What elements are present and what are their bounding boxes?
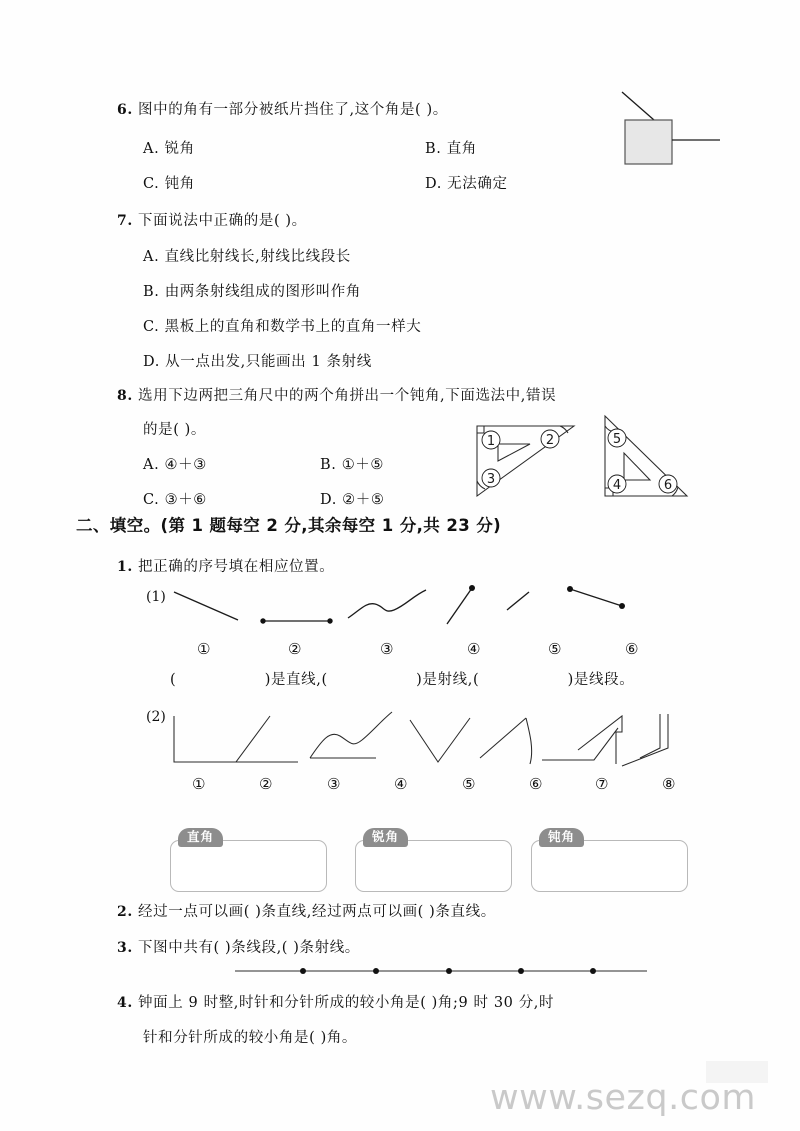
- option-label: B.: [320, 457, 337, 473]
- question-6-number: 6.: [117, 102, 133, 118]
- option-label: D.: [320, 492, 337, 508]
- answer-box-tab-acute-angle: 锐角: [363, 828, 408, 847]
- answer-box-obtuse-angle[interactable]: [531, 840, 688, 892]
- fill-1-part2-figures: [170, 706, 660, 772]
- figure-label-4: ④: [467, 640, 481, 658]
- figure-label-1: ①: [197, 640, 211, 658]
- fill-2-number: 2.: [117, 904, 133, 920]
- question-7-option-b[interactable]: [143, 280, 361, 301]
- question-8-text-1: 选用下边两把三角尺中的两个角拼出一个钝角,下面选法中,错误: [138, 388, 557, 404]
- question-6-option-c[interactable]: [143, 172, 195, 193]
- answer-box-right-angle[interactable]: [170, 840, 327, 892]
- option-label: A.: [143, 249, 160, 265]
- answer-blank-2-suffix: )是射线,(: [416, 672, 480, 688]
- svg-text:6: 6: [663, 478, 673, 493]
- option-text: ④＋③: [164, 457, 207, 473]
- fill-4-stem-line-1: [117, 991, 554, 1012]
- svg-text:4: 4: [612, 478, 622, 493]
- option-text: 由两条射线组成的图形叫作角: [164, 284, 361, 300]
- fill-1-part2-label: (2): [146, 709, 166, 725]
- option-label: C.: [143, 176, 160, 192]
- option-text: 直角: [446, 141, 477, 157]
- figure-label-5: ⑤: [462, 775, 476, 793]
- fill-1-text: 把正确的序号填在相应位置。: [138, 559, 335, 575]
- fill-3-figure-number-line: [231, 960, 651, 982]
- answer-blank-3-suffix: )是线段。: [567, 672, 635, 688]
- section-2-heading: 二、填空。(第 1 题每空 2 分,其余每空 1 分,共 23 分): [76, 516, 502, 535]
- question-6-text: 图中的角有一部分被纸片挡住了,这个角是( )。: [138, 102, 448, 118]
- fill-4-text-2: 针和分针所成的较小角是( )角。: [143, 1030, 358, 1046]
- question-7-text: 下面说法中正确的是( )。: [138, 213, 307, 229]
- fill-1-number: 1.: [117, 559, 133, 575]
- question-7-number: 7.: [117, 213, 133, 229]
- option-text: 钝角: [164, 176, 195, 192]
- figure-label-3: ③: [380, 640, 394, 658]
- answer-box-tab-obtuse-angle: 钝角: [539, 828, 584, 847]
- option-label: A.: [143, 141, 160, 157]
- option-label: D.: [425, 176, 442, 192]
- site-watermark: www.sezq.com: [490, 1078, 757, 1118]
- option-label: B.: [425, 141, 442, 157]
- fill-1-part1-label: (1): [146, 589, 166, 605]
- fill-4-number: 4.: [117, 995, 133, 1011]
- fill-3-text: 下图中共有( )条线段,( )条射线。: [138, 940, 360, 956]
- svg-text:3: 3: [486, 472, 496, 487]
- question-8-stem-line-2: [143, 418, 206, 439]
- fill-3-stem: [117, 936, 360, 957]
- question-6-option-b[interactable]: [425, 137, 477, 158]
- option-text: 直线比射线长,射线比线段长: [164, 249, 351, 265]
- set-square-left: [477, 426, 574, 496]
- figure-label-7: ⑦: [595, 775, 609, 793]
- option-label: C.: [143, 319, 160, 335]
- figure-label-2: ②: [288, 640, 302, 658]
- figure-label-6: ⑥: [625, 640, 639, 658]
- fill-1-stem: [117, 555, 334, 576]
- question-7-stem: [117, 209, 307, 230]
- answer-blank-1-suffix: )是直线,(: [264, 672, 328, 688]
- option-text: 锐角: [164, 141, 195, 157]
- question-6-stem: [117, 98, 448, 119]
- question-8-option-b[interactable]: [320, 453, 384, 474]
- fill-4-stem-line-2: [143, 1026, 357, 1047]
- figure-label-4: ④: [394, 775, 408, 793]
- fill-2-stem: [117, 900, 496, 921]
- question-8-figure-set-squares: [472, 408, 697, 500]
- fill-2-text: 经过一点可以画( )条直线,经过两点可以画( )条直线。: [138, 904, 496, 920]
- figure-label-2: ②: [259, 775, 273, 793]
- question-7-option-a[interactable]: [143, 245, 351, 266]
- figure-label-8: ⑧: [662, 775, 676, 793]
- option-text: 从一点出发,只能画出 1 条射线: [165, 354, 372, 370]
- answer-blank-1-prefix: (: [170, 672, 177, 688]
- question-6-figure: [620, 86, 800, 172]
- question-8-text-2: 的是( )。: [143, 422, 207, 438]
- svg-text:1: 1: [486, 434, 496, 449]
- question-8-option-c[interactable]: [143, 488, 207, 509]
- set-square-right: [605, 416, 687, 496]
- question-8-option-a[interactable]: [143, 453, 207, 474]
- question-7-option-c[interactable]: [143, 315, 421, 336]
- figure-label-3: ③: [327, 775, 341, 793]
- question-7-option-d[interactable]: [143, 350, 372, 371]
- option-text: 黑板上的直角和数学书上的直角一样大: [164, 319, 422, 335]
- figure-label-6: ⑥: [529, 775, 543, 793]
- option-label: A.: [143, 457, 160, 473]
- figure-label-5: ⑤: [548, 640, 562, 658]
- figure-label-1: ①: [192, 775, 206, 793]
- question-8-option-d[interactable]: [320, 488, 384, 509]
- question-8-number: 8.: [117, 388, 133, 404]
- question-8-stem-line-1: [117, 384, 556, 405]
- svg-text:2: 2: [545, 433, 555, 448]
- option-text: 无法确定: [447, 176, 508, 192]
- option-label: D.: [143, 354, 160, 370]
- question-6-option-d[interactable]: [425, 172, 508, 193]
- fill-1-part2-figure-8: [590, 706, 700, 772]
- fill-3-number: 3.: [117, 940, 133, 956]
- option-text: ②＋⑤: [342, 492, 385, 508]
- option-label: B.: [143, 284, 160, 300]
- option-text: ③＋⑥: [164, 492, 207, 508]
- option-text: ①＋⑤: [341, 457, 384, 473]
- answer-box-acute-angle[interactable]: [355, 840, 512, 892]
- svg-text:5: 5: [612, 432, 622, 447]
- question-6-option-a[interactable]: [143, 137, 195, 158]
- fill-4-text-1: 钟面上 9 时整,时针和分针所成的较小角是( )角;9 时 30 分,时: [138, 995, 555, 1011]
- option-label: C.: [143, 492, 160, 508]
- fill-1-part1-figures: [170, 582, 650, 644]
- fill-1-part1-answer-line[interactable]: [170, 668, 634, 689]
- answer-box-tab-right-angle: 直角: [178, 828, 223, 847]
